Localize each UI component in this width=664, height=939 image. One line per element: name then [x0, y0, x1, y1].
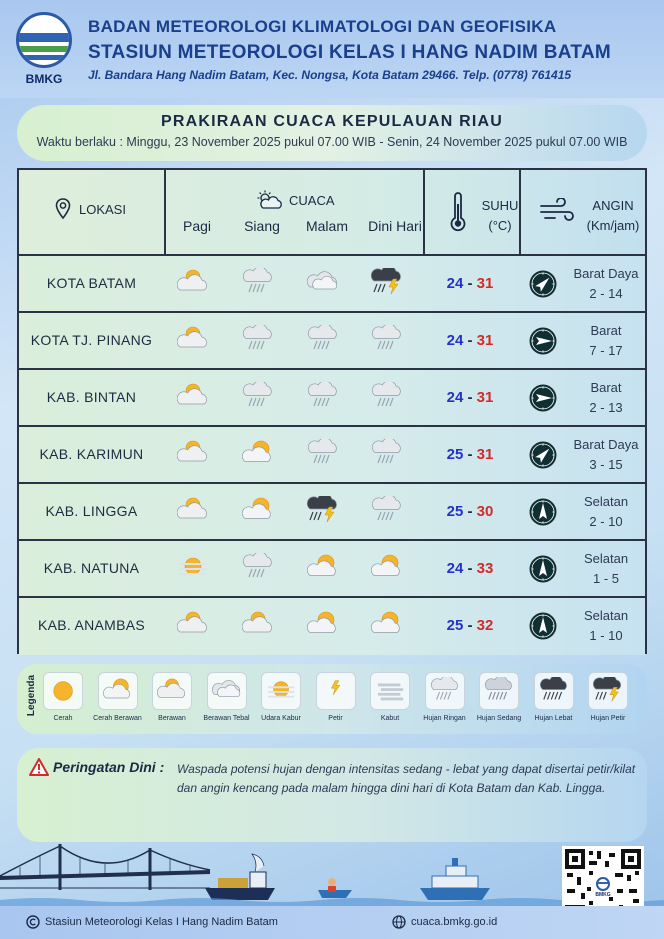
wind-speed: 1 - 5 — [592, 571, 619, 586]
weather-cell — [242, 382, 276, 412]
hujan-ringan-icon — [242, 268, 276, 298]
weather-cell — [242, 325, 276, 355]
hujan-petir-icon — [307, 496, 341, 526]
temp-min: 24 — [446, 560, 464, 577]
wind-info — [569, 378, 643, 418]
compass-icon — [528, 383, 558, 413]
hujan-ringan-icon — [371, 382, 405, 412]
hujan-ringan-icon — [307, 439, 341, 469]
temp-max: 32 — [476, 617, 494, 634]
weather-cell — [307, 496, 341, 526]
footer-copyright — [26, 915, 278, 929]
temp-min: 24 — [446, 275, 464, 292]
legend-item — [580, 672, 636, 722]
berawan-tebal-icon — [212, 677, 244, 705]
weather-cell — [177, 610, 211, 640]
location-name: KAB. BINTAN — [46, 389, 137, 405]
table-row — [19, 427, 645, 484]
qr-label: BMKG — [595, 892, 611, 898]
wind-info — [569, 606, 643, 646]
table-row — [19, 541, 645, 598]
weather-cell — [242, 439, 276, 469]
hujan-ringan-icon — [371, 496, 405, 526]
cuaca-label: CUACA — [289, 192, 335, 208]
berawan-icon — [177, 325, 211, 355]
location-name: KAB. KARIMUN — [39, 446, 144, 462]
temp-min: 24 — [446, 332, 464, 349]
temp-max: 31 — [476, 275, 494, 292]
location-pin-icon — [55, 198, 71, 220]
footer-website[interactable] — [392, 915, 497, 929]
copyright-text: Stasiun Meteorologi Kelas I Hang Nadim Batam — [45, 916, 278, 928]
weather-cell — [242, 553, 276, 583]
legend-label: Hujan Lebat — [534, 715, 573, 722]
weather-cell — [307, 610, 341, 640]
berawan-icon — [177, 439, 211, 469]
weather-cell — [307, 553, 341, 583]
berawan-icon — [242, 610, 276, 640]
legend-item — [144, 672, 200, 722]
wind-direction: Selatan — [583, 494, 629, 509]
compass-icon — [528, 611, 558, 641]
legend-item — [35, 672, 91, 722]
weather-cell — [242, 496, 276, 526]
wind-info — [569, 264, 643, 304]
angin-unit: (Km/jam) — [586, 218, 640, 233]
wind-speed: 7 - 17 — [589, 343, 623, 358]
suhu-unit: (°C) — [488, 218, 512, 233]
hujan-ringan-icon — [307, 382, 341, 412]
legend-label: Kabut — [380, 715, 400, 722]
copyright-icon — [26, 915, 40, 929]
table-row — [19, 484, 645, 541]
petir-icon — [321, 677, 353, 705]
temp-max: 33 — [476, 560, 494, 577]
compass-icon — [528, 497, 558, 527]
berawan-icon — [177, 610, 211, 640]
weather-cell — [177, 496, 211, 526]
legend-label: Cerah Berawan — [93, 715, 142, 722]
hujan-petir-icon — [371, 268, 405, 298]
warning-icon — [29, 758, 49, 776]
ferry-icon — [420, 858, 490, 900]
weather-cell — [177, 553, 211, 583]
wind-speed: 2 - 13 — [589, 400, 623, 415]
period-siang: Siang — [244, 218, 280, 234]
weather-cell — [242, 610, 276, 640]
title-box — [17, 105, 647, 161]
location-name: KAB. ANAMBAS — [37, 617, 146, 633]
wind-speed: 3 - 15 — [589, 457, 623, 472]
wind-direction: Selatan — [583, 551, 629, 566]
temperature-range: 24 - 31 — [446, 389, 494, 406]
cerah-berawan-icon — [371, 553, 405, 583]
warning-title: Peringatan Dini : — [53, 759, 165, 775]
period-malam: Malam — [305, 218, 348, 234]
page-title: PRAKIRAAN CUACA KEPULAUAN RIAU — [160, 113, 504, 130]
weather-cell — [371, 268, 405, 298]
wind-direction: Barat Daya — [573, 266, 639, 281]
legend-label: Hujan Sedang — [476, 715, 522, 722]
hujan-petir-icon — [593, 677, 625, 705]
station-address: Jl. Bandara Hang Nadim Batam, Kec. Nongsa, Kota Batam 29466. Telp. (0778) 761415 — [88, 68, 572, 82]
compass-icon — [528, 440, 558, 470]
legend-item — [90, 672, 146, 722]
weather-cell — [371, 496, 405, 526]
globe-icon — [392, 915, 406, 929]
period-dini-hari: Dini Hari — [368, 218, 422, 234]
footer — [0, 906, 664, 939]
angin-label: ANGIN — [592, 198, 634, 213]
location-name: KAB. NATUNA — [43, 560, 140, 576]
lokasi-header — [55, 198, 126, 220]
wind-info — [569, 321, 643, 361]
weather-cell — [307, 325, 341, 355]
wind-icon — [539, 198, 577, 224]
temperature-range: 25 - 31 — [446, 446, 494, 463]
legend-title: Legenda — [26, 674, 38, 717]
temp-min: 24 — [446, 389, 464, 406]
temperature-range: 25 - 32 — [446, 617, 494, 634]
berawan-icon — [177, 496, 211, 526]
cerah-berawan-icon — [307, 553, 341, 583]
hujan-ringan-icon — [371, 439, 405, 469]
table-row — [19, 256, 645, 313]
period-pagi: Pagi — [182, 218, 212, 234]
cuaca-header — [255, 190, 335, 210]
wind-info — [569, 549, 643, 589]
compass-icon — [528, 269, 558, 299]
weather-cell — [371, 553, 405, 583]
lokasi-label: LOKASI — [79, 201, 126, 217]
weather-cell — [307, 439, 341, 469]
thermometer-icon — [449, 192, 467, 232]
hujan-lebat-icon — [539, 677, 571, 705]
legend-label: Berawan Tebal — [203, 715, 250, 722]
udara-kabur-icon — [266, 677, 298, 705]
wind-direction: Barat — [590, 380, 622, 395]
weather-cell — [177, 268, 211, 298]
bridge-icon — [0, 844, 210, 890]
hujan-sedang-icon — [484, 677, 516, 705]
wind-direction: Selatan — [583, 608, 629, 623]
logo-text: BMKG — [25, 72, 63, 86]
station-name: STASIUN METEOROLOGI KELAS I HANG NADIM BATAM — [88, 42, 612, 63]
location-name: KAB. LINGGA — [45, 503, 138, 519]
temp-min: 25 — [446, 446, 464, 463]
temp-max: 31 — [476, 389, 494, 406]
legend-label: Cerah — [53, 715, 73, 722]
header — [0, 0, 664, 98]
hujan-ringan-icon — [242, 553, 276, 583]
legend-label: Udara Kabur — [261, 715, 301, 722]
legend-item — [253, 672, 309, 722]
suhu-label: SUHU — [481, 198, 519, 213]
warning-text: Waspada potensi hujan dengan intensitas sedang - lebat yang dapat disertai petir/kilat dan angin kencang pada malam hingga dini hari di Kota Batam dan Kab. Lingga. — [177, 762, 636, 795]
legend-label: Hujan Petir — [590, 715, 626, 722]
legend-item — [308, 672, 364, 722]
table-header — [19, 170, 645, 256]
validity-period: Waktu berlaku : Minggu, 23 November 2025 pukul 07.00 WIB - Senin, 24 November 2025 pukul 07.00 WIB — [36, 135, 628, 149]
cerah-icon — [48, 677, 80, 705]
forecast-table — [17, 168, 647, 654]
legend — [17, 664, 647, 734]
location-name: KOTA BATAM — [46, 275, 137, 291]
compass-icon — [528, 554, 558, 584]
hujan-ringan-icon — [242, 325, 276, 355]
legend-label: Hujan Ringan — [423, 715, 466, 722]
hujan-ringan-icon — [307, 325, 341, 355]
bmkg-logo — [12, 12, 76, 90]
temperature-range: 24 - 31 — [446, 275, 494, 292]
legend-item — [362, 672, 418, 722]
weather-cell — [307, 382, 341, 412]
legend-label: Petir — [328, 715, 343, 722]
legend-label: Berawan — [158, 715, 186, 722]
legend-item — [417, 672, 473, 722]
legend-item — [526, 672, 582, 722]
weather-cell — [177, 325, 211, 355]
wind-info — [569, 492, 643, 532]
hujan-ringan-icon — [430, 677, 462, 705]
table-row — [19, 370, 645, 427]
cerah-berawan-icon — [242, 496, 276, 526]
weather-cell — [177, 439, 211, 469]
temp-min: 25 — [446, 503, 464, 520]
temp-max: 31 — [476, 332, 494, 349]
cerah-berawan-icon — [103, 677, 135, 705]
weather-cell — [371, 382, 405, 412]
temp-max: 30 — [476, 503, 494, 520]
hujan-ringan-icon — [242, 382, 276, 412]
legend-item — [471, 672, 527, 722]
website-link[interactable]: cuaca.bmkg.go.id — [411, 916, 498, 928]
udara-kabur-icon — [177, 553, 211, 583]
kabut-icon — [375, 677, 407, 705]
cerah-berawan-icon — [242, 439, 276, 469]
wind-speed: 2 - 10 — [589, 514, 623, 529]
berawan-icon — [157, 677, 189, 705]
weather-cell — [242, 268, 276, 298]
weather-cell — [371, 439, 405, 469]
temp-max: 31 — [476, 446, 494, 463]
berawan-icon — [177, 382, 211, 412]
table-row — [19, 598, 645, 655]
wind-speed: 1 - 10 — [589, 628, 623, 643]
agency-name: BADAN METEOROLOGI KLIMATOLOGI DAN GEOFISIKA — [88, 17, 557, 36]
temp-min: 25 — [446, 617, 464, 634]
berawan-icon — [177, 268, 211, 298]
temperature-range: 25 - 30 — [446, 503, 494, 520]
legend-item — [199, 672, 255, 722]
temperature-range: 24 - 33 — [446, 560, 494, 577]
temperature-range: 24 - 31 — [446, 332, 494, 349]
cerah-berawan-icon — [371, 610, 405, 640]
wind-direction: Barat Daya — [573, 437, 639, 452]
weather-cell — [307, 268, 341, 298]
weather-cell — [371, 610, 405, 640]
hujan-ringan-icon — [371, 325, 405, 355]
table-row — [19, 313, 645, 370]
cerah-berawan-icon — [307, 610, 341, 640]
cargo-ship-icon — [205, 854, 275, 900]
wind-direction: Barat — [590, 323, 622, 338]
weather-cell — [177, 382, 211, 412]
sun-cloud-icon — [255, 190, 283, 210]
compass-icon — [528, 326, 558, 356]
early-warning — [17, 748, 647, 842]
location-name: KOTA TJ. PINANG — [30, 332, 153, 348]
berawan-tebal-icon — [307, 268, 341, 298]
wind-speed: 2 - 14 — [589, 286, 623, 301]
wind-info — [569, 435, 643, 475]
small-boat-icon — [318, 878, 352, 898]
weather-cell — [371, 325, 405, 355]
